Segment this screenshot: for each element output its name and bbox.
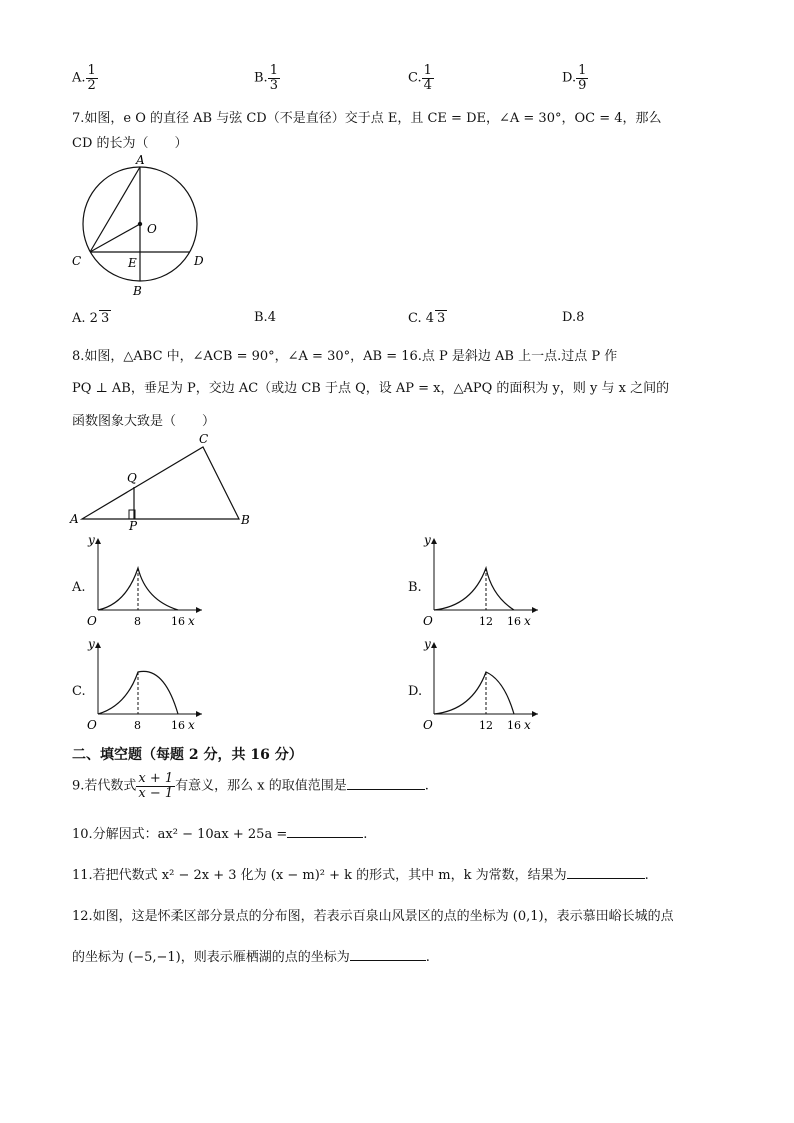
q8-stem-line3: 函数图象大致是（ ） (72, 414, 216, 429)
q8-stem-line2: PQ ⊥ AB，垂足为 P，交边 AC（或边 CB 于点 Q，设 AP = x，△APQ 的面积为 y，则 y 与 x 之间的 (72, 381, 670, 396)
q8-graph-a-end-tick: 16 (171, 615, 185, 628)
q8-graph-d-x-label: x (524, 718, 531, 732)
q8-graph-a (84, 532, 208, 632)
q7-label-d: D (194, 254, 204, 268)
q12-line2: 的坐标为 (−5,−1)，则表示雁栖湖的点的坐标为 . (72, 950, 430, 965)
q8-label-p: P (129, 519, 138, 530)
q8-label-q: Q (127, 471, 137, 485)
q8-graph-c (84, 636, 208, 736)
q8-graph-c-letter: C. (72, 684, 86, 699)
q8-graph-a-peak-tick: 8 (134, 615, 141, 628)
q7-circle-figure (66, 150, 216, 300)
q12-answer-blank[interactable] (350, 948, 426, 961)
q8-graph-d-letter: D. (408, 684, 423, 699)
q8-graph-d (420, 636, 544, 736)
q8-graph-b (420, 532, 544, 632)
q7-option-c: C. 4 3 (408, 311, 446, 326)
q7-label-c: C (72, 254, 82, 268)
q10: 10.分解因式：ax² − 10ax + 25a = . (72, 827, 368, 842)
q7-label-e: E (128, 256, 137, 270)
q8-label-c: C (199, 432, 209, 446)
q8-graph-c-end-tick: 16 (171, 719, 185, 732)
q6-option-b: B. $\frac{1}{3}$ (254, 63, 278, 93)
q7-label-o: O (147, 222, 157, 236)
q8-graph-b-end-tick: 16 (507, 615, 521, 628)
q8-graph-c-peak-tick: 8 (134, 719, 141, 732)
q8-graph-d-y-label: y (424, 637, 431, 651)
q8-graph-a-origin: O (87, 614, 97, 628)
q7-option-b: B.4 (254, 310, 276, 325)
q8-graph-b-y-label: y (424, 533, 431, 547)
q8-graph-a-letter: A. (72, 580, 86, 595)
q8-graph-b-x-label: x (524, 614, 531, 628)
q11: 11.若把代数式 x² − 2x + 3 化为 (x − m)² + k 的形式，其中 m，k 为常数，结果为 . (72, 868, 649, 883)
q7-label-b: B (133, 284, 142, 298)
q8-graph-c-x-label: x (188, 718, 195, 732)
q8-graph-b-origin: O (423, 614, 433, 628)
q8-graph-d-end-tick: 16 (507, 719, 521, 732)
q8-label-b: B (241, 513, 250, 527)
q7-stem-line2: CD 的长为（ ） (72, 136, 188, 151)
q7-option-d: D.8 (562, 310, 585, 325)
q10-answer-blank[interactable] (287, 825, 363, 838)
q6-option-d: D. $\frac{1}{9}$ (562, 63, 587, 93)
q6-option-a: A. $\frac{1}{2}$ (72, 63, 96, 93)
q7-stem-line1: 7.如图，e O 的直径 AB 与弦 CD（不是直径）交于点 E，且 CE = DE，∠A = 30°，OC = 4，那么 (72, 111, 662, 126)
q6-option-c: C. $\frac{1}{4}$ (408, 63, 432, 93)
q8-graph-a-y-label: y (88, 533, 95, 547)
q12-line1: 12.如图，这是怀柔区部分景点的分布图，若表示百泉山风景区的点的坐标为 (0,1)，表示慕田峪长城的点 (72, 909, 674, 924)
q8-graph-b-peak-tick: 12 (479, 615, 493, 628)
q8-graph-c-y-label: y (88, 637, 95, 651)
q8-label-a: A (70, 512, 79, 526)
q8-graph-b-letter: B. (408, 580, 422, 595)
q7-option-a: A. 2 3 (72, 311, 110, 326)
q8-stem-line1: 8.如图，△ABC 中，∠ACB = 90°，∠A = 30°，AB = 16.点 P 是斜边 AB 上一点.过点 P 作 (72, 349, 618, 364)
q8-graph-a-x-label: x (188, 614, 195, 628)
q9-answer-blank[interactable] (347, 777, 425, 790)
q8-triangle-figure (66, 430, 266, 530)
q11-answer-blank[interactable] (567, 866, 645, 879)
q7-label-a: A (136, 153, 145, 167)
q8-graph-c-origin: O (87, 718, 97, 732)
q8-graph-d-origin: O (423, 718, 433, 732)
q8-graph-d-peak-tick: 12 (479, 719, 493, 732)
section-title: 二、填空题（每题 2 分，共 16 分） (72, 747, 303, 763)
q9: 9.若代数式 $\frac{x + 1}{x - 1}$ 有意义，那么 x 的取值范围是 . (72, 771, 429, 801)
